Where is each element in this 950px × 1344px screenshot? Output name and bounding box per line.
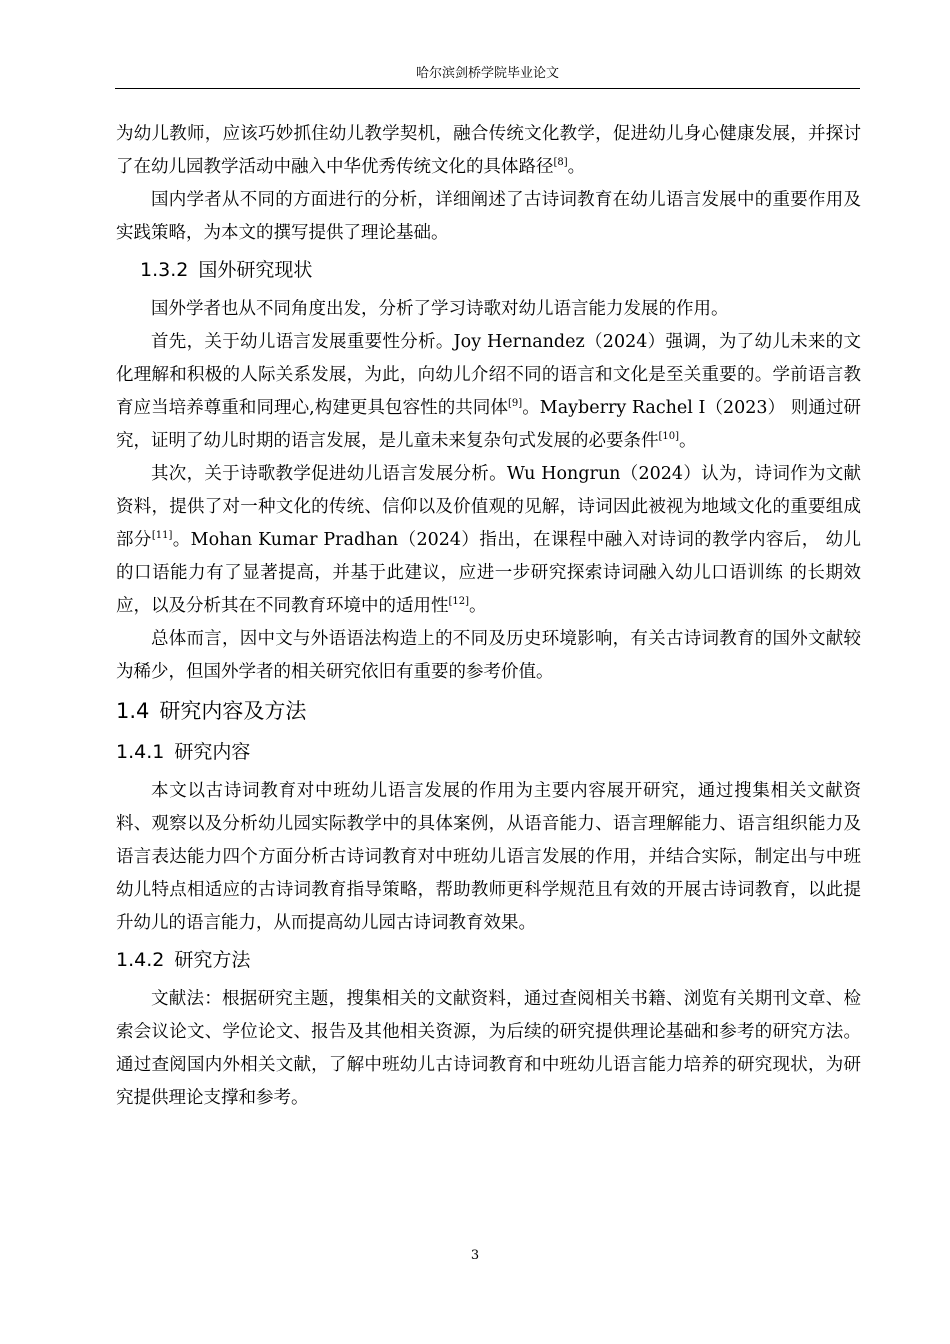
page-body <box>116 118 861 1115</box>
section-heading-1-4: 1.4 研究内容及方法 <box>116 699 307 723</box>
citation-9[interactable]: [9] <box>508 398 523 410</box>
citation-12[interactable]: [12] <box>448 596 470 608</box>
section-heading-1-4-1: 1.4.1 研究内容 <box>116 741 251 763</box>
paragraph-research-method: 文献法：根据研究主题，搜集相关的文献资料，通过查阅相关书籍、浏览有关期刊文章、检索会议论文、学位论文、报告及其他相关资源，为后续的研究提供理论基础和参考的研究方法。通过查阅国内外相关文献，了解中班幼儿古诗词教育和中班幼儿语言能力培养的研究现状，为研究提供理论支撑和参考。 <box>116 989 861 1108</box>
paragraph-continuation: 为幼儿教师，应该巧妙抓住幼儿教学契机，融合传统文化教学，促进幼儿身心健康发展，并探讨了在幼儿园教学活动中融入中华优秀传统文化的具体路径[8]。 <box>116 124 861 177</box>
section-heading-1-4-2: 1.4.2 研究方法 <box>116 949 251 971</box>
citation-11[interactable]: [11] <box>151 530 173 542</box>
section-heading-1-3-2: 1.3.2 国外研究现状 <box>140 259 313 281</box>
header-title: 哈尔滨剑桥学院毕业论文 <box>415 66 559 81</box>
paragraph-foreign-first: 首先，关于幼儿语言发展重要性分析。Joy Hernandez（2024）强调，为了幼儿未来的文化理解和积极的人际关系发展，为此，向幼儿介绍不同的语言和文化是至关重要的。学前语言教育应当培养尊重和同理心,构建更具包容性的共同体[9]。Mayberry Rachel I（2023） 则通过研究，证明了幼儿时期的语言发展，是儿童未来复杂句式发展的必要条件[10]。 <box>116 332 862 451</box>
paragraph-foreign-summary: 总体而言，因中文与外语语法构造上的不同及历史环境影响，有关古诗词教育的国外文献较为稀少，但国外学者的相关研究依旧有重要的参考价值。 <box>116 629 861 682</box>
paragraph-research-content: 本文以古诗词教育对中班幼儿语言发展的作用为主要内容展开研究，通过搜集相关文献资料、观察以及分析幼儿园实际教学中的具体案例，从语音能力、语言理解能力、语言组织能力及语言表达能力四个方面分析古诗词教育对中班幼儿语言发展的作用，并结合实际，制定出与中班幼儿特点相适应的古诗词教育指导策略，帮助教师更科学规范且有效的开展古诗词教育，以此提升幼儿的语言能力，从而提高幼儿园古诗词教育效果。 <box>116 781 861 933</box>
citation-10[interactable]: [10] <box>658 431 680 443</box>
paragraph-domestic-summary: 国内学者从不同的方面进行的分析，详细阐述了古诗词教育在幼儿语言发展中的重要作用及实践策略，为本文的撰写提供了理论基础。 <box>116 190 861 243</box>
page-number: 3 <box>470 1248 480 1263</box>
page-header <box>115 66 860 89</box>
citation-8[interactable]: [8] <box>553 157 568 169</box>
paragraph-foreign-intro: 国外学者也从不同角度出发，分析了学习诗歌对幼儿语言能力发展的作用。 <box>151 299 729 319</box>
paragraph-foreign-second: 其次，关于诗歌教学促进幼儿语言发展分析。Wu Hongrun（2024）认为，诗词作为文献资料，提供了对一种文化的传统、信仰以及价值观的见解，诗词因此被视为地域文化的重要组成部分[11]。Mohan Kumar Pradhan（2024）指出，在课程中融入对诗词的教学内容后， 幼儿的口语能力有了显著提高，并基于此建议，应进一步研究探索诗词融入幼儿口语训练 的长期效应，以及分析其在不同教育环境中的适用性[12]。 <box>116 464 861 616</box>
